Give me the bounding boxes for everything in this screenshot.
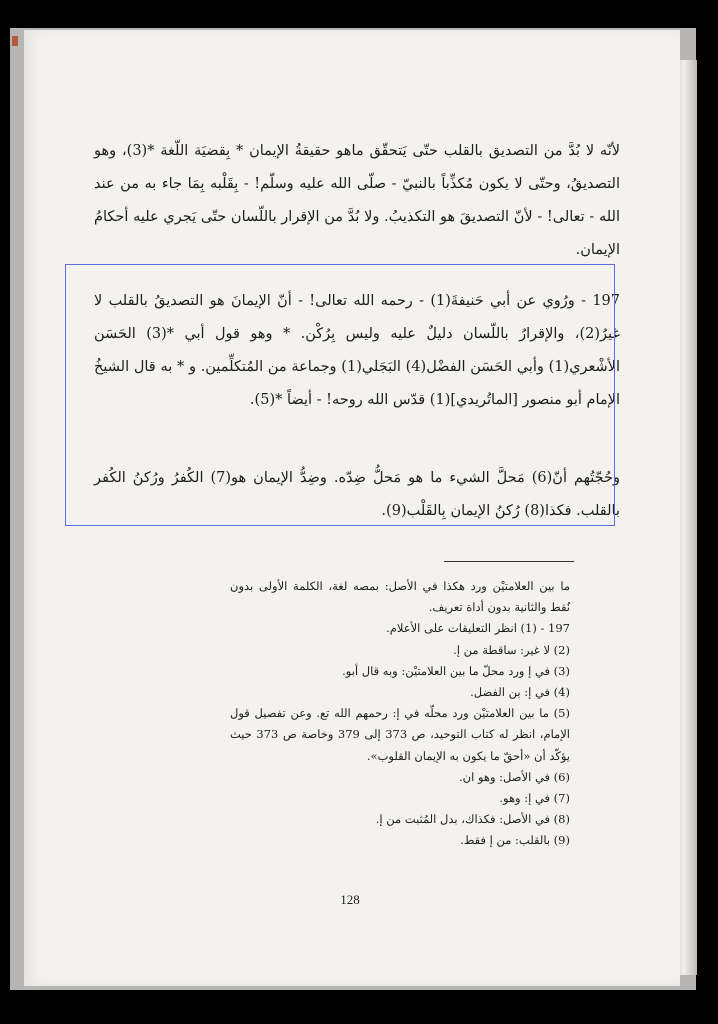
paragraph-3: وحُجّتُهم أنّ(6) مَحلَّ الشيء ما هو مَحلُّ ضِدّه. وضِدُّ الإيمان هو(7) الكُفرُ ورُكنُ الكُفر بالقلب. فكذا(8) رُكنُ الإيمان بِالقَلْب(9). xyxy=(94,469,620,519)
footnote-intro: ما بين العلامتيْن ورد هكذا في الأصل: بمصه لغة، الكلمة الأولى بدون نُقط والثانية بدون أداة تعريف. xyxy=(230,579,570,615)
footnote-item: (4) في إ: بن الفضل. xyxy=(470,685,570,700)
paragraph-197: 197 - ورُوي عن أبي حَنيفةَ(1) - رحمه الله تعالى! - أنّ الإيمانَ هو التصديقُ بالقلب لا غيرُ(2)، والإقرارُ باللّسان دليلٌ عليه وليس بِرُكْن. * وهو قول أبي *(3) الحَسَن الأشْعري(1) وأبي الحَسَن الفضْل(4) البَجَلي(1) وجماعة من المُتكلِّمين. و * به قال الشيخُ الإمام أبو منصور [الماتُريدي](1) قدّس الله روحه! - أيضاً *(5). xyxy=(94,292,621,408)
footnotes xyxy=(230,576,570,852)
footnote-item: (7) في إ: وهو. xyxy=(499,791,570,806)
footnote-separator xyxy=(444,561,574,562)
footnote-item: (5) ما بين العلامتيْن ورد محلّه في إ: رحمهم الله تع. وعن تفصيل قول الإمام، انظر له كتاب التوحيد، ص 373 إلى 379 وخاصة ص 373 حيث يؤكّد أن «أحقّ ما يكون به الإيمان القلوب». xyxy=(230,706,570,763)
paragraph-1: لأنّه لا بُدَّ من التصديق بالقلب حتّى يَتحقّق ماهو حقيقةُ الإيمان * بِقضيَة اللّغة *(3)، وهو التصديقُ، وحتّى لا يكون مُكذِّباً بالنبيّ - صلّى الله عليه وسلّم! - بِقَلْبه بِمَا جاء به من عند الله - تعالى! - لأنّ التصديقَ هو التكذيبُ. ولا بُدَّ من الإقرار باللّسان حتّى يَجري عليه أحكامُ الإيمان. xyxy=(94,142,620,258)
footnote-item: (3) في إ ورد محلّ ما بين العلامتيْن: وبه قال أبو. xyxy=(342,663,570,678)
footnote-item: (8) في الأصل: فكذاك، بدل المُثبت من إ. xyxy=(375,812,570,827)
page-number: 128 xyxy=(340,892,360,907)
footnote-item: (6) في الأصل: وهو ان. xyxy=(459,769,570,784)
spine-mark xyxy=(12,36,18,46)
footnote-item: (2) لا غير: ساقطة من إ. xyxy=(453,642,570,657)
selection-box[interactable] xyxy=(65,264,615,526)
footnote-item: (9) بالقلب: من إ فقط. xyxy=(460,833,570,848)
footnote-item: 197 - (1) انظر التعليقات على الأعلام. xyxy=(386,621,570,636)
